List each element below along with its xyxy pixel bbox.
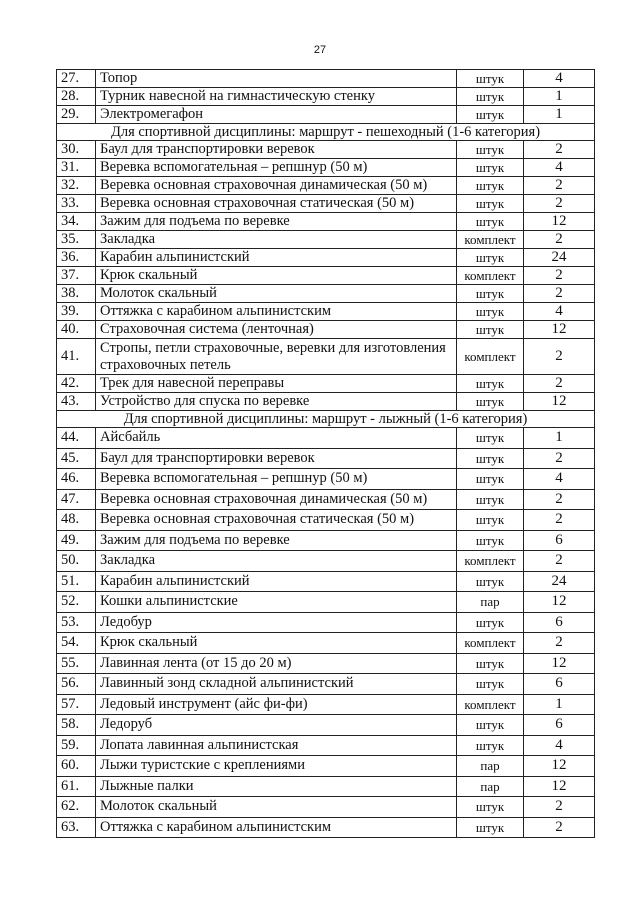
table-row — [57, 267, 595, 285]
row-number: 53. — [57, 612, 96, 633]
table-row — [57, 177, 595, 195]
row-number: 48. — [57, 510, 96, 531]
item-quantity: 2 — [524, 375, 595, 393]
item-quantity: 1 — [524, 428, 595, 449]
item-name: Устройство для спуска по веревке — [96, 393, 457, 411]
item-quantity: 2 — [524, 177, 595, 195]
row-number: 51. — [57, 571, 96, 592]
table-row — [57, 530, 595, 551]
row-number: 55. — [57, 653, 96, 674]
row-number: 30. — [57, 141, 96, 159]
row-number: 40. — [57, 321, 96, 339]
item-name: Оттяжка с карабином альпинистским — [96, 303, 457, 321]
table-row — [57, 571, 595, 592]
item-unit: комплект — [457, 694, 524, 715]
table-row — [57, 510, 595, 531]
item-quantity: 2 — [524, 195, 595, 213]
item-quantity: 24 — [524, 571, 595, 592]
item-quantity: 2 — [524, 448, 595, 469]
item-quantity: 4 — [524, 469, 595, 490]
table-row — [57, 448, 595, 469]
row-number: 47. — [57, 489, 96, 510]
table-row — [57, 776, 595, 797]
item-name: Веревка основная страховочная статическая (50 м) — [96, 510, 457, 531]
item-name: Веревка основная страховочная динамическая (50 м) — [96, 177, 457, 195]
equipment-table — [56, 69, 595, 838]
table-row — [57, 797, 595, 818]
item-quantity: 12 — [524, 213, 595, 231]
item-quantity: 6 — [524, 715, 595, 736]
item-unit: штук — [457, 571, 524, 592]
table-row — [57, 159, 595, 177]
table-row — [57, 106, 595, 124]
row-number: 35. — [57, 231, 96, 249]
item-quantity: 4 — [524, 735, 595, 756]
row-number: 34. — [57, 213, 96, 231]
item-name: Стропы, петли страховочные, веревки для изготовления страховочных петель — [96, 339, 457, 375]
item-quantity: 12 — [524, 756, 595, 777]
item-name: Лавинный зонд складной альпинистский — [96, 674, 457, 695]
item-name: Крюк скальный — [96, 633, 457, 654]
table-row — [57, 213, 595, 231]
row-number: 61. — [57, 776, 96, 797]
table-row — [57, 303, 595, 321]
table-row — [57, 141, 595, 159]
item-unit: штук — [457, 510, 524, 531]
item-quantity: 4 — [524, 303, 595, 321]
item-name: Лопата лавинная альпинистская — [96, 735, 457, 756]
section-title: Для спортивной дисциплины: маршрут - лыжный (1-6 категория) — [57, 411, 595, 428]
item-unit: штук — [457, 321, 524, 339]
table-row — [57, 249, 595, 267]
item-unit: штук — [457, 653, 524, 674]
item-name: Лавинная лента (от 15 до 20 м) — [96, 653, 457, 674]
row-number: 38. — [57, 285, 96, 303]
table-row — [57, 489, 595, 510]
row-number: 39. — [57, 303, 96, 321]
item-unit: штук — [457, 817, 524, 838]
item-unit: штук — [457, 195, 524, 213]
item-name: Зажим для подъема по веревке — [96, 530, 457, 551]
row-number: 54. — [57, 633, 96, 654]
item-quantity: 12 — [524, 592, 595, 613]
item-unit: штук — [457, 70, 524, 88]
item-unit: штук — [457, 285, 524, 303]
item-name: Молоток скальный — [96, 285, 457, 303]
equipment-table-body — [57, 70, 595, 838]
item-quantity: 2 — [524, 285, 595, 303]
item-quantity: 1 — [524, 88, 595, 106]
row-number: 63. — [57, 817, 96, 838]
row-number: 41. — [57, 339, 96, 375]
item-quantity: 1 — [524, 694, 595, 715]
page-number: 27 — [313, 44, 327, 56]
table-row — [57, 375, 595, 393]
item-name: Кошки альпинистские — [96, 592, 457, 613]
item-unit: штук — [457, 88, 524, 106]
item-quantity: 12 — [524, 653, 595, 674]
item-name: Ледобур — [96, 612, 457, 633]
item-quantity: 1 — [524, 106, 595, 124]
table-row — [57, 88, 595, 106]
item-quantity: 2 — [524, 551, 595, 572]
table-row — [57, 694, 595, 715]
item-name: Карабин альпинистский — [96, 571, 457, 592]
item-quantity: 4 — [524, 159, 595, 177]
item-unit: штук — [457, 530, 524, 551]
item-name: Лыжи туристские с креплениями — [96, 756, 457, 777]
item-unit: комплект — [457, 267, 524, 285]
item-name: Баул для транспортировки веревок — [96, 448, 457, 469]
row-number: 28. — [57, 88, 96, 106]
item-name: Турник навесной на гимнастическую стенку — [96, 88, 457, 106]
item-name: Веревка основная страховочная статическая (50 м) — [96, 195, 457, 213]
item-unit: штук — [457, 393, 524, 411]
row-number: 42. — [57, 375, 96, 393]
item-unit: штук — [457, 177, 524, 195]
item-unit: штук — [457, 141, 524, 159]
table-row — [57, 756, 595, 777]
item-name: Трек для навесной переправы — [96, 375, 457, 393]
table-row — [57, 469, 595, 490]
item-quantity: 2 — [524, 633, 595, 654]
item-unit: штук — [457, 674, 524, 695]
item-name: Веревка вспомогательная – репшнур (50 м) — [96, 469, 457, 490]
table-row — [57, 633, 595, 654]
item-quantity: 12 — [524, 393, 595, 411]
item-name: Закладка — [96, 551, 457, 572]
table-row — [57, 195, 595, 213]
table-row — [57, 715, 595, 736]
item-quantity: 24 — [524, 249, 595, 267]
table-row — [57, 735, 595, 756]
table-row — [57, 817, 595, 838]
row-number: 44. — [57, 428, 96, 449]
row-number: 50. — [57, 551, 96, 572]
table-row — [57, 551, 595, 572]
item-name: Оттяжка с карабином альпинистским — [96, 817, 457, 838]
row-number: 58. — [57, 715, 96, 736]
item-unit: штук — [457, 715, 524, 736]
item-name: Ледоруб — [96, 715, 457, 736]
item-name: Зажим для подъема по веревке — [96, 213, 457, 231]
section-title: Для спортивной дисциплины: маршрут - пешеходный (1-6 категория) — [57, 124, 595, 141]
row-number: 46. — [57, 469, 96, 490]
item-unit: штук — [457, 303, 524, 321]
table-row — [57, 231, 595, 249]
item-unit: комплект — [457, 633, 524, 654]
row-number: 59. — [57, 735, 96, 756]
item-unit: комплект — [457, 551, 524, 572]
item-quantity: 2 — [524, 817, 595, 838]
item-name: Электромегафон — [96, 106, 457, 124]
table-row — [57, 674, 595, 695]
item-quantity: 2 — [524, 267, 595, 285]
table-row — [57, 653, 595, 674]
item-quantity: 2 — [524, 797, 595, 818]
item-name: Топор — [96, 70, 457, 88]
row-number: 27. — [57, 70, 96, 88]
item-name: Баул для транспортировки веревок — [96, 141, 457, 159]
item-unit: штук — [457, 612, 524, 633]
row-number: 31. — [57, 159, 96, 177]
item-unit: штук — [457, 159, 524, 177]
row-number: 33. — [57, 195, 96, 213]
item-name: Закладка — [96, 231, 457, 249]
table-row — [57, 285, 595, 303]
item-unit: комплект — [457, 339, 524, 375]
item-unit: штук — [457, 375, 524, 393]
row-number: 57. — [57, 694, 96, 715]
row-number: 45. — [57, 448, 96, 469]
item-unit: штук — [457, 735, 524, 756]
item-unit: штук — [457, 489, 524, 510]
item-name: Веревка вспомогательная – репшнур (50 м) — [96, 159, 457, 177]
item-unit: штук — [457, 469, 524, 490]
item-unit: штук — [457, 448, 524, 469]
item-unit: штук — [457, 249, 524, 267]
item-quantity: 12 — [524, 776, 595, 797]
row-number: 32. — [57, 177, 96, 195]
item-quantity: 2 — [524, 231, 595, 249]
item-name: Крюк скальный — [96, 267, 457, 285]
section-header-row — [57, 411, 595, 428]
item-unit: пар — [457, 592, 524, 613]
table-row — [57, 592, 595, 613]
item-quantity: 6 — [524, 674, 595, 695]
item-name: Айсбайль — [96, 428, 457, 449]
item-quantity: 4 — [524, 70, 595, 88]
item-name: Веревка основная страховочная динамическая (50 м) — [96, 489, 457, 510]
section-header-row — [57, 124, 595, 141]
table-row — [57, 428, 595, 449]
row-number: 62. — [57, 797, 96, 818]
item-quantity: 2 — [524, 339, 595, 375]
item-unit: комплект — [457, 231, 524, 249]
row-number: 49. — [57, 530, 96, 551]
item-unit: штук — [457, 428, 524, 449]
item-name: Страховочная система (ленточная) — [96, 321, 457, 339]
table-row — [57, 321, 595, 339]
item-unit: штук — [457, 213, 524, 231]
row-number: 60. — [57, 756, 96, 777]
row-number: 43. — [57, 393, 96, 411]
item-quantity: 2 — [524, 489, 595, 510]
item-name: Ледовый инструмент (айс фи-фи) — [96, 694, 457, 715]
item-quantity: 6 — [524, 530, 595, 551]
table-row — [57, 393, 595, 411]
item-unit: пар — [457, 776, 524, 797]
row-number: 37. — [57, 267, 96, 285]
item-quantity: 2 — [524, 141, 595, 159]
item-quantity: 2 — [524, 510, 595, 531]
row-number: 52. — [57, 592, 96, 613]
row-number: 56. — [57, 674, 96, 695]
item-name: Карабин альпинистский — [96, 249, 457, 267]
item-quantity: 6 — [524, 612, 595, 633]
table-row — [57, 612, 595, 633]
item-name: Лыжные палки — [96, 776, 457, 797]
row-number: 36. — [57, 249, 96, 267]
item-unit: штук — [457, 797, 524, 818]
item-quantity: 12 — [524, 321, 595, 339]
item-unit: пар — [457, 756, 524, 777]
item-name: Молоток скальный — [96, 797, 457, 818]
item-unit: штук — [457, 106, 524, 124]
table-row — [57, 70, 595, 88]
row-number: 29. — [57, 106, 96, 124]
table-row — [57, 339, 595, 375]
